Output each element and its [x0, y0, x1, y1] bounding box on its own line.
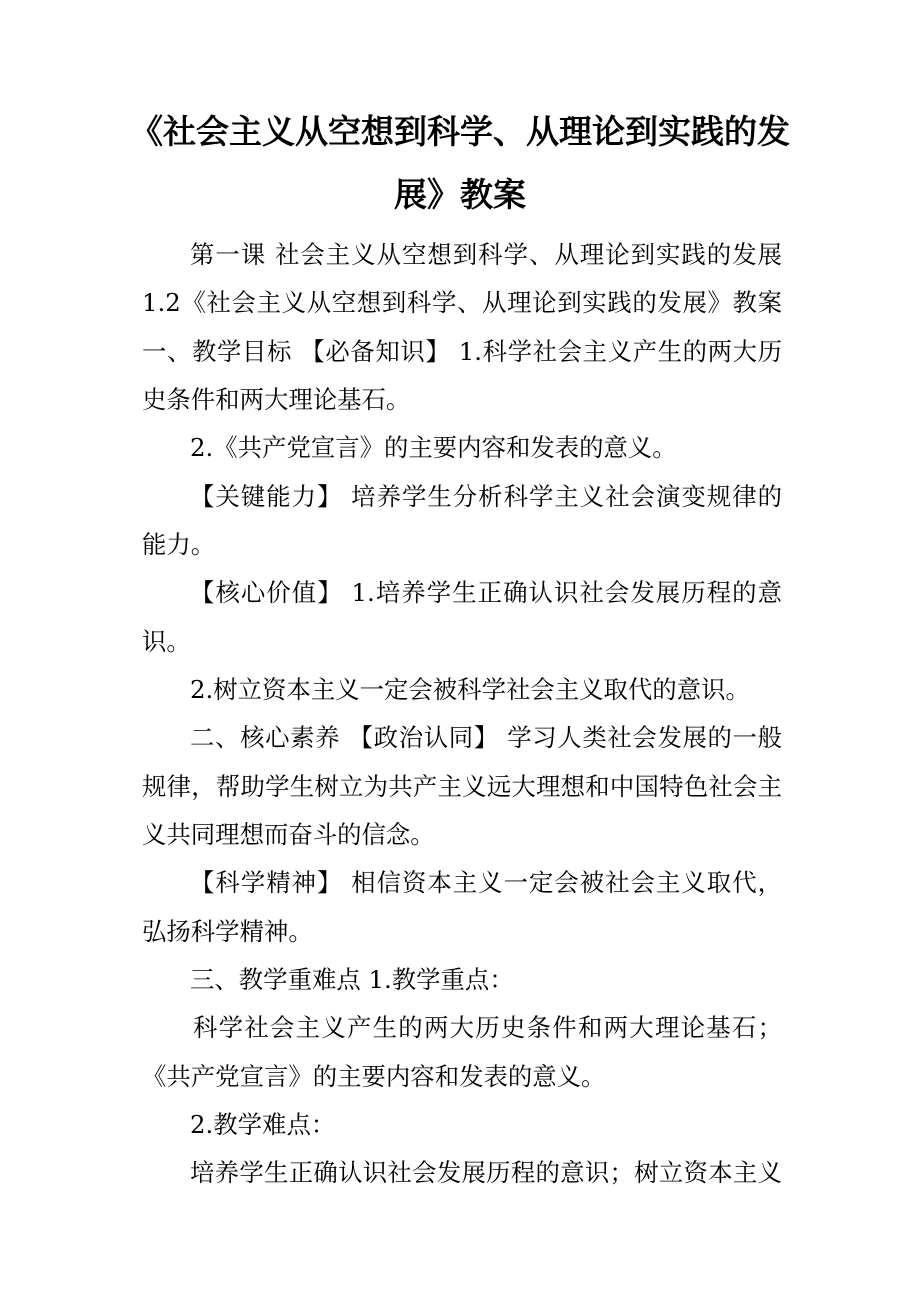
paragraph-line: 二、核心素养 【政治认同】 学习人类社会发展的一般	[190, 723, 782, 752]
paragraph-line: 规律，帮助学生树立为共产主义远大理想和中国特色社会主	[142, 772, 782, 801]
paragraph-line: 弘扬科学精神。	[142, 917, 313, 946]
document-title-line-2: 展》教案	[394, 175, 526, 214]
paragraph-line: 【核心价值】 1.培养学生正确认识社会发展历程的意	[190, 578, 782, 607]
paragraph-line: 2.树立资本主义一定会被科学社会主义取代的意识。	[190, 675, 750, 704]
document-title-line-1: 《社会主义从空想到科学、从理论到实践的发	[130, 112, 790, 151]
paragraph-line: 培养学生正确认识社会发展历程的意识；树立资本主义	[190, 1158, 782, 1187]
paragraph-line: 识。	[142, 627, 191, 656]
paragraph-line: 科学社会主义产生的两大历史条件和两大理论基石；	[193, 1013, 782, 1042]
paragraph-line: 2.教学难点：	[190, 1110, 336, 1139]
paragraph-line: 史条件和两大理论基石。	[142, 385, 411, 414]
lesson-heading: 第一课 社会主义从空想到科学、从理论到实践的发展	[190, 240, 782, 269]
lesson-plan-title: 1.2《社会主义从空想到科学、从理论到实践的发展》教案	[142, 288, 782, 317]
paragraph-line: 2.《共产党宣言》的主要内容和发表的意义。	[190, 433, 677, 462]
paragraph-line: 义共同理想而奋斗的信念。	[142, 820, 435, 849]
paragraph-line: 三、教学重难点 1.教学重点：	[190, 965, 514, 994]
paragraph-line: 【关键能力】 培养学生分析科学主义社会演变规律的	[190, 482, 782, 511]
paragraph-line: 《共产党宣言》的主要内容和发表的意义。	[142, 1062, 606, 1091]
paragraph-line: 一、教学目标 【必备知识】 1.科学社会主义产生的两大历	[142, 337, 782, 366]
paragraph-line: 能力。	[142, 530, 216, 559]
paragraph-line: 【科学精神】 相信资本主义一定会被社会主义取代，	[190, 868, 782, 897]
